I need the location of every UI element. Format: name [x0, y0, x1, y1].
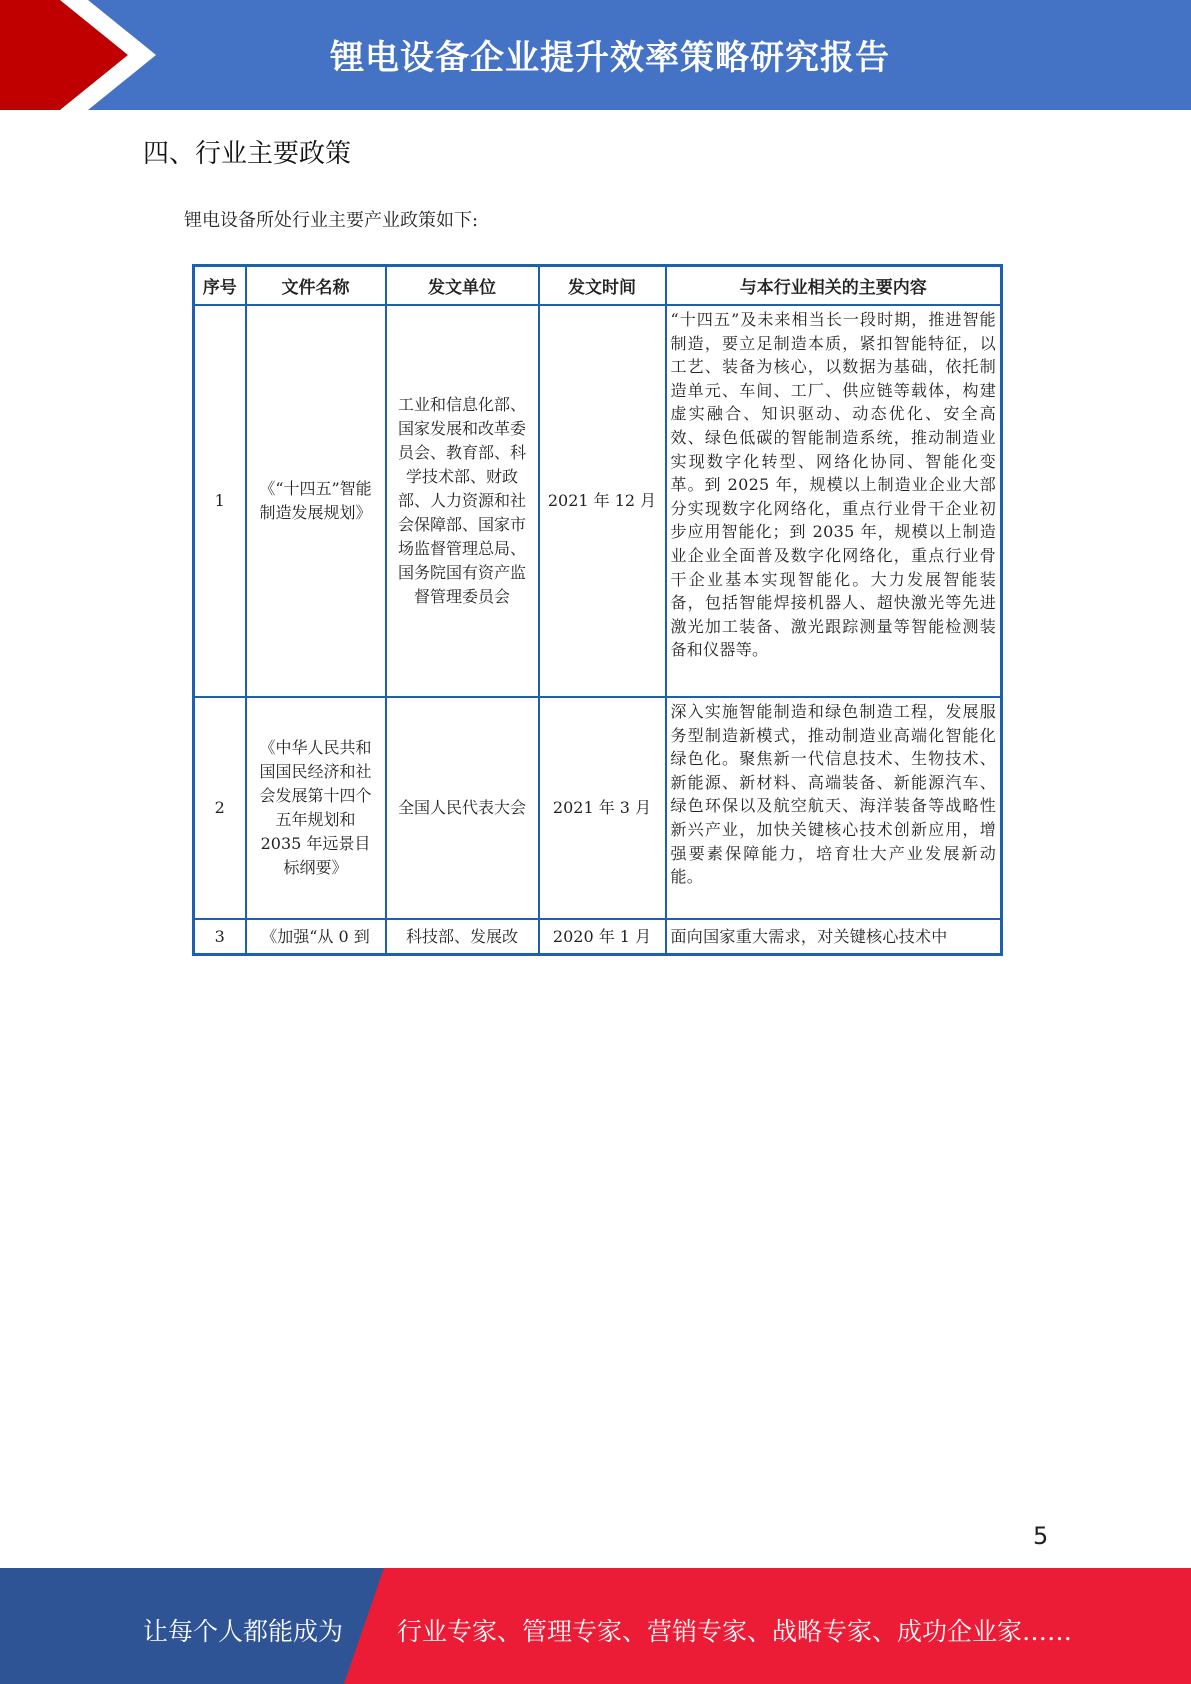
policy-content: 面向国家重大需求，对关键核心技术中: [666, 919, 1002, 955]
policy-name: 《加强“从 0 到: [246, 919, 386, 955]
header-cell-content: 与本行业相关的主要内容: [666, 266, 1002, 306]
table-row: [194, 697, 1002, 919]
section-heading: 四、行业主要政策: [143, 139, 352, 169]
row-number: 3: [194, 919, 246, 955]
header-cell-no: 序号: [194, 266, 246, 306]
row-number: 1: [194, 305, 246, 697]
header-cell-date: 发文时间: [539, 266, 666, 306]
policy-issuer: 科技部、发展改: [386, 919, 539, 955]
header-arrow-decoration: [0, 0, 160, 110]
page-header: [0, 0, 1191, 110]
footer-slogan-left: 让每个人都能成为: [143, 1617, 344, 1646]
row-number: 2: [194, 697, 246, 919]
policy-name: 《“十四五”智能制造发展规划》: [246, 305, 386, 697]
header-cell-name: 文件名称: [246, 266, 386, 306]
policy-date: 2020 年 1 月: [539, 919, 666, 955]
policy-date: 2021 年 3 月: [539, 697, 666, 919]
page-number: 5: [1033, 1522, 1049, 1550]
policy-table: [192, 264, 1003, 956]
intro-paragraph: 锂电设备所处行业主要产业政策如下:: [184, 210, 479, 231]
table-row: [194, 919, 1002, 955]
table-header-row: [194, 266, 1002, 306]
policy-issuer: 全国人民代表大会: [386, 697, 539, 919]
policy-content: “十四五”及未来相当长一段时期，推进智能制造，要立足制造本质，紧扣智能特征，以工艺、装备为核心，以数据为基础，依托制造单元、车间、工厂、供应链等载体，构建虚实融合、知识驱动、动态优化、安全高效、绿色低碳的智能制造系统，推动制造业实现数字化转型、网络化协同、智能化变革。到 2025 年，规模以上制造业企业大部分实现数字化网络化，重点行业骨干企业初步应用智能化；到 2035 年，规模以上制造业企业全面普及数字化网络化，重点行业骨干企业基本实现智能化。大力发展智能装备，包括智能焊接机器人、超快激光等先进激光加工装备、激光跟踪测量等智能检测装备和仪器等。: [666, 305, 1002, 697]
policy-name: 《中华人民共和国国民经济和社会发展第十四个五年规划和 2035 年远景目标纲要》: [246, 697, 386, 919]
policy-date: 2021 年 12 月: [539, 305, 666, 697]
report-title: 锂电设备企业提升效率策略研究报告: [330, 38, 890, 78]
table-row: [194, 305, 1002, 697]
footer-slogan-right: 行业专家、管理专家、营销专家、战略专家、成功企业家……: [397, 1617, 1073, 1646]
page-footer: [0, 1568, 1191, 1684]
header-cell-issuer: 发文单位: [386, 266, 539, 306]
policy-content: 深入实施智能制造和绿色制造工程，发展服务型制造新模式，推动制造业高端化智能化绿色化。聚焦新一代信息技术、生物技术、新能源、新材料、高端装备、新能源汽车、绿色环保以及航空航天、海洋装备等战略性新兴产业，加快关键核心技术创新应用，增强要素保障能力，培育壮大产业发展新动能。: [666, 697, 1002, 919]
policy-issuer: 工业和信息化部、国家发展和改革委员会、教育部、科学技术部、财政部、人力资源和社会保障部、国家市场监督管理总局、国务院国有资产监督管理委员会: [386, 305, 539, 697]
